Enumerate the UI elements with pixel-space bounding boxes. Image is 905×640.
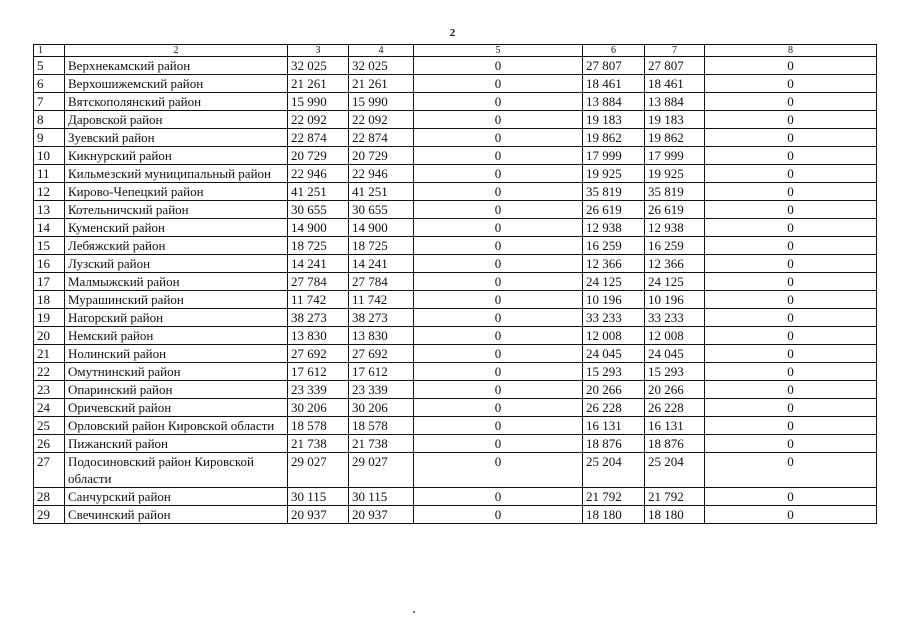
district-name: Лузский район [65,255,288,273]
col3-value: 11 742 [288,291,349,309]
row-number: 17 [34,273,65,291]
row-number: 15 [34,237,65,255]
col3-value: 13 830 [288,327,349,345]
col7-value: 24 125 [645,273,705,291]
col7-value: 27 807 [645,57,705,75]
col8-value: 0 [705,435,877,453]
col4-value: 41 251 [349,183,414,201]
col5-value: 0 [414,488,583,506]
col6-value: 26 619 [583,201,645,219]
col3-value: 30 655 [288,201,349,219]
col4-value: 14 241 [349,255,414,273]
col4-value: 20 937 [349,506,414,524]
col8-value: 0 [705,75,877,93]
col3-value: 22 874 [288,129,349,147]
col5-value: 0 [414,309,583,327]
table-row [34,327,877,345]
col4-value: 30 655 [349,201,414,219]
table-header-row [34,45,877,57]
col7-value: 15 293 [645,363,705,381]
col6-value: 27 807 [583,57,645,75]
row-number: 19 [34,309,65,327]
col7-value: 12 366 [645,255,705,273]
row-number: 29 [34,506,65,524]
row-number: 14 [34,219,65,237]
district-name: Подосиновский район Кировской области [65,453,288,488]
table-row [34,75,877,93]
col6-value: 19 183 [583,111,645,129]
col3-value: 14 900 [288,219,349,237]
col4-value: 30 206 [349,399,414,417]
col7-value: 10 196 [645,291,705,309]
col7-value: 35 819 [645,183,705,201]
col3-value: 21 738 [288,435,349,453]
row-number: 9 [34,129,65,147]
col8-value: 0 [705,93,877,111]
page-number: 2 [449,27,456,39]
col7-value: 18 180 [645,506,705,524]
col5-value: 0 [414,201,583,219]
col4-value: 29 027 [349,453,414,488]
col3-value: 18 725 [288,237,349,255]
col3-value: 22 092 [288,111,349,129]
col4-value: 27 784 [349,273,414,291]
col5-value: 0 [414,381,583,399]
col6-value: 35 819 [583,183,645,201]
table-row [34,93,877,111]
col7-value: 19 925 [645,165,705,183]
col3-value: 20 729 [288,147,349,165]
table-row [34,488,877,506]
col6-value: 24 045 [583,345,645,363]
row-number: 7 [34,93,65,111]
district-name: Куменский район [65,219,288,237]
col5-value: 0 [414,165,583,183]
col8-value: 0 [705,488,877,506]
col8-value: 0 [705,57,877,75]
col6-value: 24 125 [583,273,645,291]
col3-value: 41 251 [288,183,349,201]
col7-value: 13 884 [645,93,705,111]
table-row [34,129,877,147]
table-row [34,57,877,75]
column-header: 8 [705,45,877,57]
row-number: 11 [34,165,65,183]
district-name: Орловский район Кировской области [65,417,288,435]
table-row [34,435,877,453]
col3-value: 32 025 [288,57,349,75]
district-name: Даровской район [65,111,288,129]
table-row [34,237,877,255]
col4-value: 23 339 [349,381,414,399]
row-number: 24 [34,399,65,417]
col8-value: 0 [705,363,877,381]
row-number: 13 [34,201,65,219]
col4-value: 18 725 [349,237,414,255]
col5-value: 0 [414,435,583,453]
table-row [34,453,877,488]
col4-value: 38 273 [349,309,414,327]
col6-value: 19 925 [583,165,645,183]
district-name: Кирово-Чепецкий район [65,183,288,201]
col8-value: 0 [705,453,877,488]
table-row [34,183,877,201]
row-number: 8 [34,111,65,129]
col3-value: 29 027 [288,453,349,488]
table-row [34,255,877,273]
col8-value: 0 [705,165,877,183]
col7-value: 24 045 [645,345,705,363]
col5-value: 0 [414,147,583,165]
col7-value: 26 619 [645,201,705,219]
col3-value: 30 115 [288,488,349,506]
col4-value: 15 990 [349,93,414,111]
row-number: 27 [34,453,65,488]
district-name: Немский район [65,327,288,345]
district-name: Пижанский район [65,435,288,453]
col6-value: 12 008 [583,327,645,345]
col7-value: 33 233 [645,309,705,327]
col6-value: 18 876 [583,435,645,453]
col8-value: 0 [705,183,877,201]
col6-value: 15 293 [583,363,645,381]
col3-value: 30 206 [288,399,349,417]
col7-value: 18 461 [645,75,705,93]
row-number: 22 [34,363,65,381]
col5-value: 0 [414,453,583,488]
col6-value: 33 233 [583,309,645,327]
col6-value: 16 131 [583,417,645,435]
col8-value: 0 [705,417,877,435]
district-table [33,44,877,524]
col3-value: 17 612 [288,363,349,381]
district-name: Лебяжский район [65,237,288,255]
col4-value: 22 874 [349,129,414,147]
column-header: 4 [349,45,414,57]
row-number: 18 [34,291,65,309]
col5-value: 0 [414,129,583,147]
col6-value: 10 196 [583,291,645,309]
col7-value: 16 131 [645,417,705,435]
col4-value: 32 025 [349,57,414,75]
col4-value: 22 092 [349,111,414,129]
col7-value: 19 183 [645,111,705,129]
col3-value: 18 578 [288,417,349,435]
col3-value: 27 784 [288,273,349,291]
col7-value: 12 938 [645,219,705,237]
col5-value: 0 [414,327,583,345]
col7-value: 26 228 [645,399,705,417]
col5-value: 0 [414,273,583,291]
table-row [34,399,877,417]
col8-value: 0 [705,381,877,399]
col4-value: 14 900 [349,219,414,237]
table-row [34,165,877,183]
table-row [34,417,877,435]
col7-value: 25 204 [645,453,705,488]
col6-value: 12 366 [583,255,645,273]
district-name: Котельничский район [65,201,288,219]
district-name: Верхошижемский район [65,75,288,93]
column-header: 6 [583,45,645,57]
district-name: Вятскополянский район [65,93,288,111]
col4-value: 21 261 [349,75,414,93]
district-name: Нагорский район [65,309,288,327]
district-name: Зуевский район [65,129,288,147]
col5-value: 0 [414,399,583,417]
col6-value: 21 792 [583,488,645,506]
table-row [34,111,877,129]
row-number: 6 [34,75,65,93]
col5-value: 0 [414,237,583,255]
table-row [34,345,877,363]
col6-value: 20 266 [583,381,645,399]
col6-value: 18 180 [583,506,645,524]
col4-value: 11 742 [349,291,414,309]
col5-value: 0 [414,93,583,111]
col4-value: 21 738 [349,435,414,453]
col6-value: 19 862 [583,129,645,147]
col4-value: 30 115 [349,488,414,506]
col7-value: 19 862 [645,129,705,147]
district-name: Верхнекамский район [65,57,288,75]
col8-value: 0 [705,111,877,129]
column-header: 3 [288,45,349,57]
district-name: Мурашинский район [65,291,288,309]
district-name: Санчурский район [65,488,288,506]
row-number: 16 [34,255,65,273]
col4-value: 18 578 [349,417,414,435]
col6-value: 16 259 [583,237,645,255]
col8-value: 0 [705,291,877,309]
col8-value: 0 [705,147,877,165]
table-row [34,506,877,524]
col6-value: 13 884 [583,93,645,111]
row-number: 28 [34,488,65,506]
col6-value: 12 938 [583,219,645,237]
col7-value: 12 008 [645,327,705,345]
col6-value: 26 228 [583,399,645,417]
table-row [34,147,877,165]
col5-value: 0 [414,75,583,93]
scan-dot [413,611,415,613]
table-row [34,219,877,237]
col7-value: 18 876 [645,435,705,453]
col3-value: 20 937 [288,506,349,524]
col5-value: 0 [414,219,583,237]
column-header: 2 [65,45,288,57]
col3-value: 21 261 [288,75,349,93]
district-name: Опаринский район [65,381,288,399]
col6-value: 25 204 [583,453,645,488]
col5-value: 0 [414,255,583,273]
col3-value: 15 990 [288,93,349,111]
col5-value: 0 [414,417,583,435]
col3-value: 14 241 [288,255,349,273]
col5-value: 0 [414,183,583,201]
table-row [34,273,877,291]
col3-value: 38 273 [288,309,349,327]
row-number: 23 [34,381,65,399]
col7-value: 21 792 [645,488,705,506]
district-name: Нолинский район [65,345,288,363]
col4-value: 22 946 [349,165,414,183]
col8-value: 0 [705,237,877,255]
col3-value: 22 946 [288,165,349,183]
district-name: Кикнурский район [65,147,288,165]
row-number: 5 [34,57,65,75]
row-number: 10 [34,147,65,165]
col3-value: 23 339 [288,381,349,399]
col7-value: 17 999 [645,147,705,165]
row-number: 21 [34,345,65,363]
col3-value: 27 692 [288,345,349,363]
col8-value: 0 [705,219,877,237]
district-name: Омутнинский район [65,363,288,381]
column-header: 1 [34,45,65,57]
col7-value: 20 266 [645,381,705,399]
column-header: 5 [414,45,583,57]
col5-value: 0 [414,506,583,524]
table-row [34,201,877,219]
table-row [34,309,877,327]
col8-value: 0 [705,201,877,219]
col8-value: 0 [705,273,877,291]
col4-value: 17 612 [349,363,414,381]
col5-value: 0 [414,111,583,129]
col4-value: 13 830 [349,327,414,345]
table-row [34,363,877,381]
col8-value: 0 [705,399,877,417]
table-row [34,291,877,309]
col8-value: 0 [705,309,877,327]
col5-value: 0 [414,57,583,75]
col5-value: 0 [414,363,583,381]
col8-value: 0 [705,327,877,345]
col8-value: 0 [705,506,877,524]
col5-value: 0 [414,291,583,309]
district-name: Малмыжский район [65,273,288,291]
col8-value: 0 [705,255,877,273]
col7-value: 16 259 [645,237,705,255]
district-name: Кильмезский муниципальный район [65,165,288,183]
col4-value: 27 692 [349,345,414,363]
district-name: Свечинский район [65,506,288,524]
column-header: 7 [645,45,705,57]
row-number: 12 [34,183,65,201]
col4-value: 20 729 [349,147,414,165]
col5-value: 0 [414,345,583,363]
district-name: Оричевский район [65,399,288,417]
row-number: 20 [34,327,65,345]
col8-value: 0 [705,129,877,147]
col8-value: 0 [705,345,877,363]
row-number: 26 [34,435,65,453]
col6-value: 18 461 [583,75,645,93]
table-row [34,381,877,399]
col6-value: 17 999 [583,147,645,165]
row-number: 25 [34,417,65,435]
